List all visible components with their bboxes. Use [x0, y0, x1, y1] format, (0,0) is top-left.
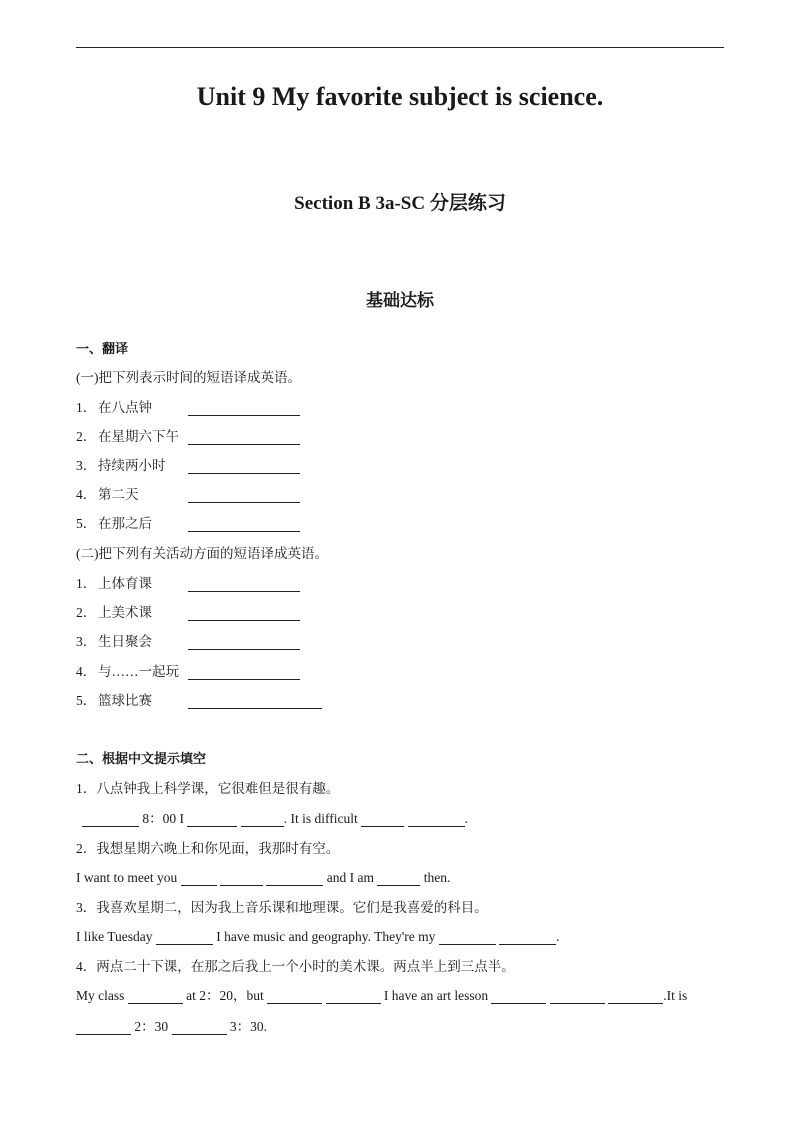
answer-blank[interactable] [187, 812, 237, 827]
item-text: 持续两小时 [98, 458, 166, 473]
item-number: 1． [76, 400, 97, 415]
list-item [76, 693, 322, 709]
sentence-text: and I am [326, 870, 374, 885]
question-3-sentence [76, 929, 560, 945]
sentence-text: then. [423, 870, 451, 885]
sentence-text: I like Tuesday [76, 929, 153, 944]
sentence-text: at 2：20，but [186, 988, 264, 1003]
item-text: 在那之后 [98, 516, 152, 531]
answer-blank[interactable] [608, 989, 663, 1004]
answer-blank[interactable] [499, 930, 556, 945]
section1-heading: 一、翻译 [76, 342, 129, 357]
answer-blank[interactable] [76, 1020, 131, 1035]
sentence-text: . It is difficult [283, 811, 358, 826]
item-number: 5． [76, 693, 97, 708]
answer-blank[interactable] [266, 871, 323, 886]
question-2-prompt: 2．我想星期六晚上和你见面，我那时有空。 [76, 841, 340, 856]
sentence-text: I have music and geography. They're my [216, 929, 436, 944]
item-text: 上美术课 [98, 605, 152, 620]
answer-blank[interactable] [188, 606, 300, 621]
level-heading: 基础达标 [366, 291, 434, 311]
item-number: 1． [76, 576, 97, 591]
list-item [76, 634, 300, 650]
item-number: 5． [76, 516, 97, 531]
item-text: 与……一起玩 [98, 664, 179, 679]
list-item [76, 576, 300, 592]
answer-blank[interactable] [188, 665, 300, 680]
page-title: Unit 9 My favorite subject is science. [196, 82, 604, 111]
item-text: 上体育课 [98, 576, 152, 591]
question-4-prompt: 4．两点二十下课，在那之后我上一个小时的美术课。两点半上到三点半。 [76, 959, 515, 974]
answer-blank[interactable] [408, 812, 465, 827]
list-item [76, 487, 300, 503]
sentence-text: My class [76, 988, 125, 1003]
answer-blank[interactable] [188, 488, 300, 503]
list-item [76, 516, 300, 532]
answer-blank[interactable] [172, 1020, 227, 1035]
answer-blank[interactable] [361, 812, 404, 827]
list-item [76, 605, 300, 621]
item-number: 3． [76, 458, 97, 473]
sentence-text: I want to meet you [76, 870, 178, 885]
list-item [76, 664, 300, 680]
answer-blank[interactable] [550, 989, 605, 1004]
section2-heading: 二、根据中文提示填空 [76, 752, 207, 767]
item-number: 4． [76, 664, 97, 679]
sentence-text: . [556, 929, 560, 944]
sentence-text: I have an art lesson [383, 988, 489, 1003]
answer-blank[interactable] [188, 430, 300, 445]
item-text: 生日聚会 [98, 634, 152, 649]
sentence-text: 8：00 I [142, 811, 184, 826]
item-text: 篮球比赛 [98, 693, 152, 708]
top-rule [76, 47, 724, 48]
answer-blank[interactable] [491, 989, 546, 1004]
item-text: 第二天 [98, 487, 139, 502]
item-number: 4． [76, 487, 97, 502]
answer-blank[interactable] [439, 930, 496, 945]
part2-intro: (二)把下列有关活动方面的短语译成英语。 [76, 546, 328, 561]
list-item [76, 458, 300, 474]
section-subtitle: Section B 3a-SC 分层练习 [294, 193, 506, 214]
sentence-text: .It is [663, 988, 688, 1003]
answer-blank[interactable] [188, 401, 300, 416]
sentence-text: 2：30 [134, 1019, 169, 1034]
answer-blank[interactable] [82, 812, 139, 827]
question-2-sentence [76, 870, 450, 886]
list-item [76, 429, 300, 445]
answer-blank[interactable] [188, 694, 322, 709]
item-number: 3． [76, 634, 97, 649]
answer-blank[interactable] [241, 812, 284, 827]
answer-blank[interactable] [181, 871, 217, 886]
answer-blank[interactable] [188, 635, 300, 650]
item-number: 2． [76, 605, 97, 620]
question-1-sentence [82, 811, 468, 827]
sentence-text: . [464, 811, 468, 826]
question-4-sentence-line1 [76, 988, 724, 1004]
answer-blank[interactable] [156, 930, 213, 945]
answer-blank[interactable] [377, 871, 420, 886]
answer-blank[interactable] [188, 577, 300, 592]
answer-blank[interactable] [188, 517, 300, 532]
item-number: 2． [76, 429, 97, 444]
item-text: 在八点钟 [98, 400, 152, 415]
question-4-sentence-line2 [76, 1019, 267, 1035]
item-text: 在星期六下午 [98, 429, 179, 444]
answer-blank[interactable] [188, 459, 300, 474]
question-3-prompt: 3．我喜欢星期二，因为我上音乐课和地理课。它们是我喜爱的科目。 [76, 900, 488, 915]
question-1-prompt: 1．八点钟我上科学课，它很难但是很有趣。 [76, 781, 340, 796]
answer-blank[interactable] [128, 989, 183, 1004]
list-item [76, 400, 300, 416]
sentence-text: 3：30. [229, 1019, 267, 1034]
answer-blank[interactable] [267, 989, 322, 1004]
answer-blank[interactable] [220, 871, 263, 886]
answer-blank[interactable] [326, 989, 381, 1004]
part1-intro: (一)把下列表示时间的短语译成英语。 [76, 370, 301, 385]
